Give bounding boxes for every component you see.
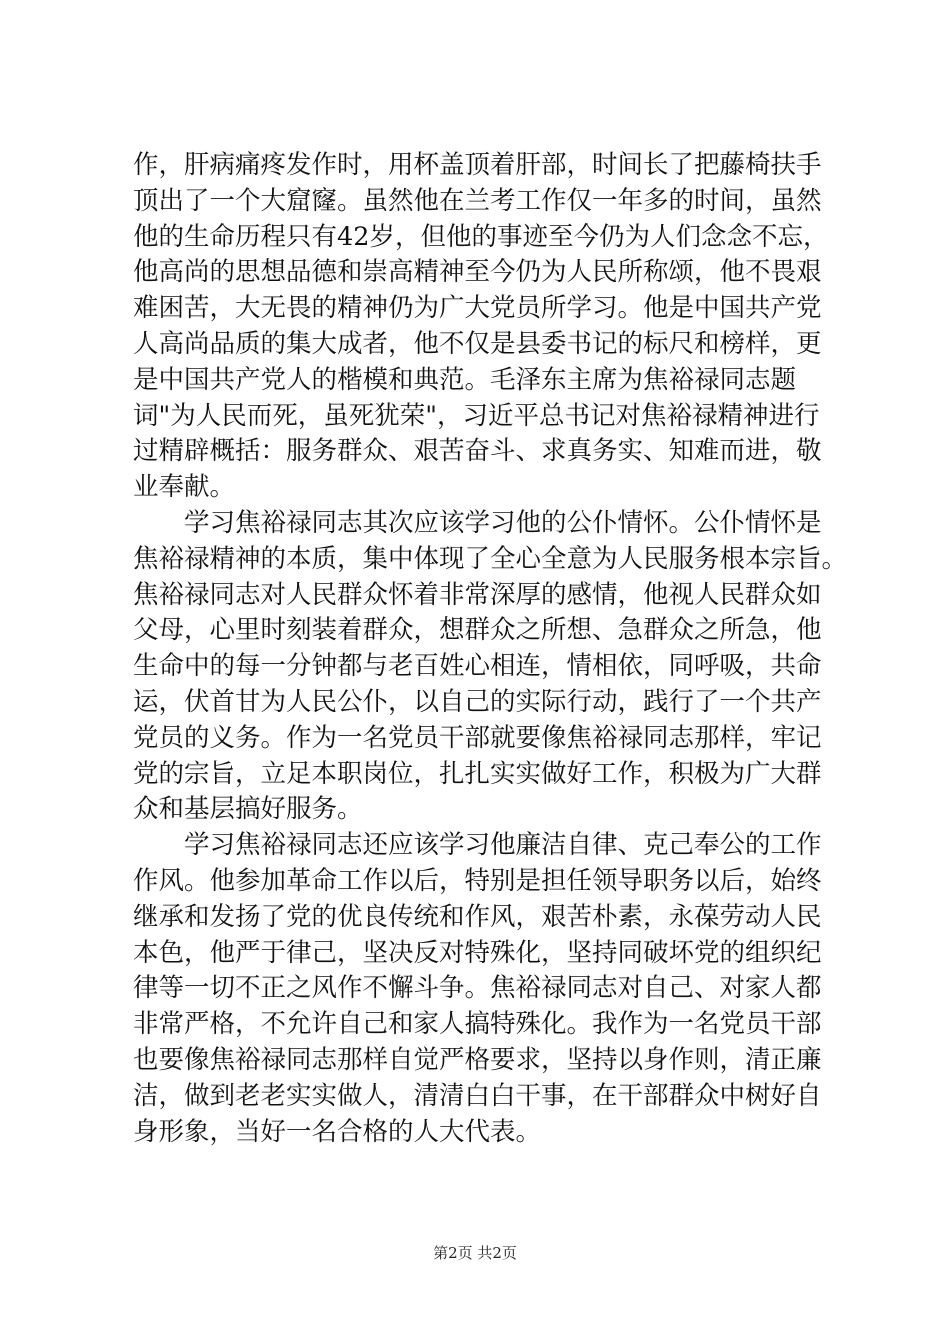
text-line: 非常严格，不允许自己和家人搞特殊化。我作为一名党员干部 <box>133 1009 822 1040</box>
text-line: 党员的义务。作为一名党员干部就要像焦裕禄同志那样，牢记 <box>133 722 822 753</box>
text-line: 他的生命历程只有42岁，但他的事迹至今仍为人们念念不忘， <box>133 221 829 252</box>
text-line: 运，伏首甘为人民公仆，以自己的实际行动，践行了一个共产 <box>133 686 822 717</box>
text-line: 词"为人民而死，虽死犹荣"，习近平总书记对焦裕禄精神进行 <box>133 400 820 431</box>
text-line: 焦裕禄精神的本质，集中体现了全心全意为人民服务根本宗旨。 <box>133 543 848 574</box>
text-line: 洁，做到老老实实做人，清清白白干事，在干部群众中树好自 <box>133 1080 822 1111</box>
text-line: 焦裕禄同志对人民群众怀着非常深厚的感情，他视人民群众如 <box>133 579 822 610</box>
text-line: 律等一切不正之风作不懈斗争。焦裕禄同志对自己、对家人都 <box>133 973 822 1004</box>
text-line: 过精辟概括：服务群众、艰苦奋斗、求真务实、知难而进，敬 <box>133 436 822 467</box>
text-line: 学习焦裕禄同志其次应该学习他的公仆情怀。公仆情怀是 <box>133 507 822 538</box>
text-line: 生命中的每一分钟都与老百姓心相连，情相依，同呼吸，共命 <box>133 651 822 682</box>
text-line: 父母，心里时刻装着群众，想群众之所想、急群众之所急，他 <box>133 615 822 646</box>
text-line: 是中国共产党人的楷模和典范。毛泽东主席为焦裕禄同志题 <box>133 364 797 395</box>
text-line: 继承和发扬了党的优良传统和作风，艰苦朴素，永葆劳动人民 <box>133 901 822 932</box>
document-body <box>133 148 848 1150</box>
text-line: 顶出了一个大窟窿。虽然他在兰考工作仅一年多的时间，虽然 <box>133 185 822 216</box>
text-line: 党的宗旨，立足本职岗位，扎扎实实做好工作，积极为广大群 <box>133 758 822 789</box>
text-line: 他高尚的思想品德和崇高精神至今仍为人民所称颂，他不畏艰 <box>133 257 822 288</box>
text-line: 也要像焦裕禄同志那样自觉严格要求，坚持以身作则，清正廉 <box>133 1044 822 1075</box>
text-line: 本色，他严于律己，坚决反对特殊化，坚持同破坏党的组织纪 <box>133 937 822 968</box>
text-line: 作风。他参加革命工作以后，特别是担任领导职务以后，始终 <box>133 865 822 896</box>
text-line: 业奉献。 <box>133 472 236 503</box>
text-line: 作，肝病痛疼发作时，用杯盖顶着肝部，时间长了把藤椅扶手 <box>133 150 822 180</box>
text-line: 人高尚品质的集大成者，他不仅是县委书记的标尺和榜样，更 <box>133 328 822 359</box>
text-line: 众和基层搞好服务。 <box>133 794 363 825</box>
text-line: 身形象，当好一名合格的人大代表。 <box>133 1116 542 1147</box>
page-number-footer: 第2页 共2页 <box>433 1244 517 1262</box>
text-line: 学习焦裕禄同志还应该学习他廉洁自律、克己奉公的工作 <box>133 830 822 861</box>
text-line: 难困苦，大无畏的精神仍为广大党员所学习。他是中国共产党 <box>133 293 822 324</box>
